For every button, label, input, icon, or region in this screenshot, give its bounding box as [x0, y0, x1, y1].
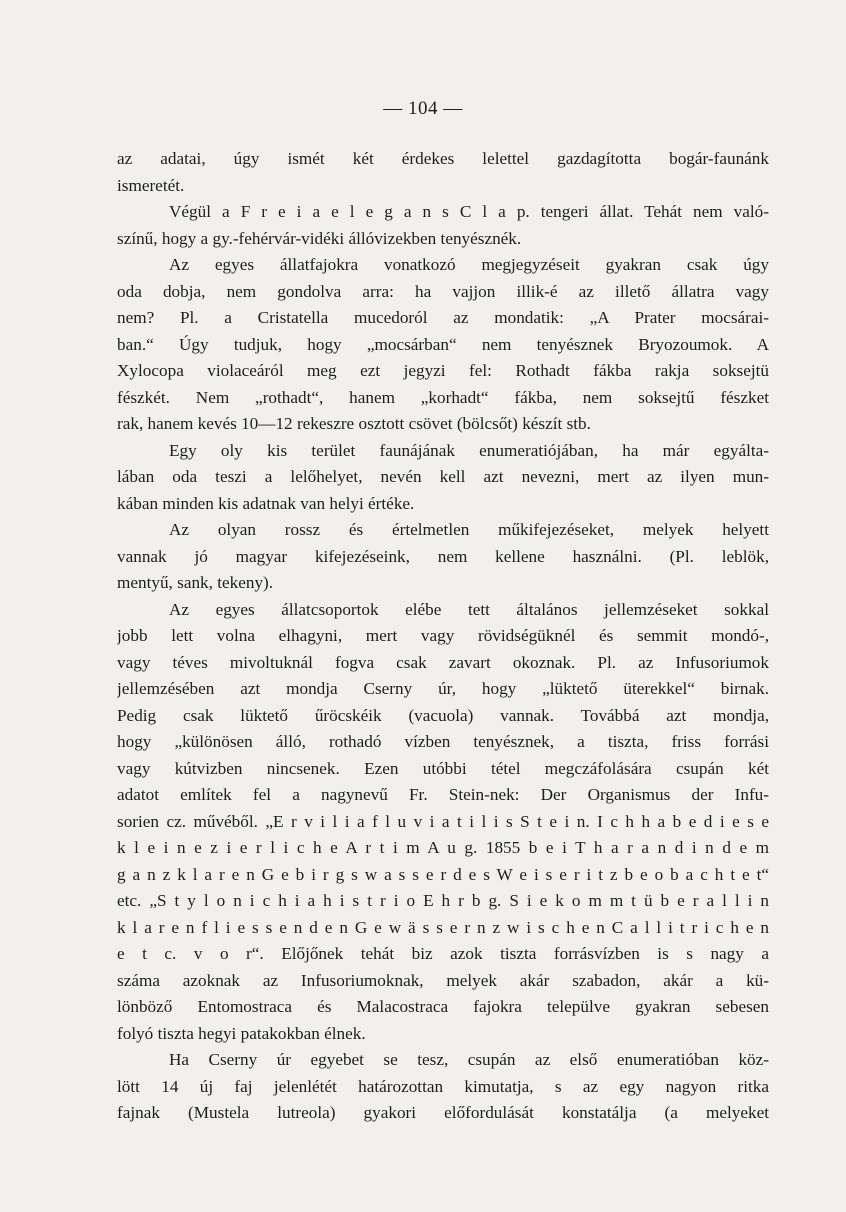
text-line: etc. „S t y l o n i c h i a h i s t r i o E h r b g. S i e k o m m t ü b e r a l l i n	[117, 891, 769, 910]
text-line: Az egyes állatcsoportok elébe tett általános jellemzéseket sokkal	[169, 599, 769, 619]
text-line: ban.“ Úgy tudjuk, hogy „mocsárban“ nem tenyésznek Bryozoumok. A	[117, 334, 769, 354]
text-line: hogy „különösen álló, rothadó vízben tenyésznek, a tiszta, friss forrási	[117, 732, 769, 751]
text-line: k l a r e n f l i e s s e n d e n G e w ä s s e r n z w i s c h e n C a l l i t r i c h e n	[117, 917, 769, 937]
text-line: folyó tiszta hegyi patakokban élnek.	[117, 1023, 366, 1043]
text-line: száma azoknak az Infusoriumoknak, melyek akár szabadon, akár a kü-	[117, 970, 769, 990]
text-line: rak, hanem kevés 10—12 rekeszre osztott csövet (bölcsőt) készít stb.	[117, 414, 591, 433]
text-line: fészkét. Nem „rothadt“, hanem „korhadt“ fákba, nem soksejtű fészket	[117, 387, 769, 407]
text-line: oda dobja, nem gondolva arra: ha vajjon illik-é az illető állatra vagy	[117, 281, 769, 301]
text-line: Végül a F r e i a e l e g a n s C l a p. tengeri állat. Tehát nem való-	[169, 202, 769, 221]
page-number: — 104 —	[383, 98, 463, 119]
text-line: Ha Cserny úr egyebet se tesz, csupán az első enumeratióban köz-	[169, 1050, 769, 1069]
text-line: Xylocopa violaceáról meg ezt jegyzi fel: Rothadt fákba rakja soksejtü	[117, 361, 769, 380]
text-line: Az egyes állatfajokra vonatkozó megjegyzéseit gyakran csak úgy	[169, 255, 769, 274]
text-line: jellemzésében azt mondja Cserny úr, hogy „lüktető üterekkel“ birnak.	[117, 679, 769, 698]
text-line: vagy téves mivoltuknál fogva csak zavart okoznak. Pl. az Infusoriumok	[117, 652, 769, 672]
text-line: adatot említek fel a nagynevű Fr. Stein-nek: Der Organismus der Infu-	[117, 785, 769, 804]
text-line: ismeretét.	[117, 175, 185, 195]
text-line: fajnak (Mustela lutreola) gyakori előfordulását konstatálja (a melyeket	[117, 1103, 769, 1122]
text-line: az adatai, úgy ismét két érdekes lelettel gazdagította bogár-faunánk	[117, 149, 769, 168]
text-line: vagy kútvizben nincsenek. Ezen utóbbi tétel megczáfolására csupán két	[117, 758, 769, 778]
text-line: nem? Pl. a Cristatella mucedoról az mondatik: „A Prater mocsárai-	[117, 308, 769, 327]
text-line: vannak jó magyar kifejezéseink, nem kellene használni. (Pl. leblök,	[117, 546, 769, 566]
text-line: lönböző Entomostraca és Malacostraca fajokra települve gyakran sebesen	[117, 997, 769, 1016]
text-line: e t c. v o r“. Előjőnek tehát biz azok tiszta forrásvízben is s nagy a	[117, 944, 769, 963]
text-line: kában minden kis adatnak van helyi értéke.	[117, 493, 415, 513]
text-line: g a n z k l a r e n G e b i r g s w a s s e r d e s W e i s e r i t z b e o b a c h t e t“	[117, 864, 769, 884]
text-line: Pedig csak lüktető űröcskéik (vacuola) vannak. Továbbá azt mondja,	[117, 705, 769, 725]
text-line: Az olyan rossz és értelmetlen műkifejezéseket, melyek helyett	[169, 520, 769, 539]
body-text	[117, 146, 769, 1127]
text-line: lött 14 új faj jelenlétét határozottan kimutatja, s az egy nagyon ritka	[117, 1076, 769, 1096]
text-line: k l e i n e z i e r l i c h e A r t i m A u g. 1855 b e i T h a r a n d i n d e m	[117, 838, 769, 857]
text-line: színű, hogy a gy.-fehérvár-vidéki állóvizekben tenyésznék.	[117, 228, 522, 248]
text-line: sorien cz. művéből. „E r v i l i a f l u v i a t i l i s S t e i n. I c h h a b e d i e s e	[117, 811, 769, 831]
text-line: lában oda teszi a lelőhelyet, nevén kell azt nevezni, mert az ilyen mun-	[117, 467, 769, 486]
text-line: mentyű, sank, tekeny).	[117, 573, 274, 592]
text-line: Egy oly kis terület faunájának enumeratiójában, ha már egyálta-	[169, 440, 769, 460]
text-line: jobb lett volna elhagyni, mert vagy rövidségüknél és semmit mondó-,	[117, 626, 769, 645]
